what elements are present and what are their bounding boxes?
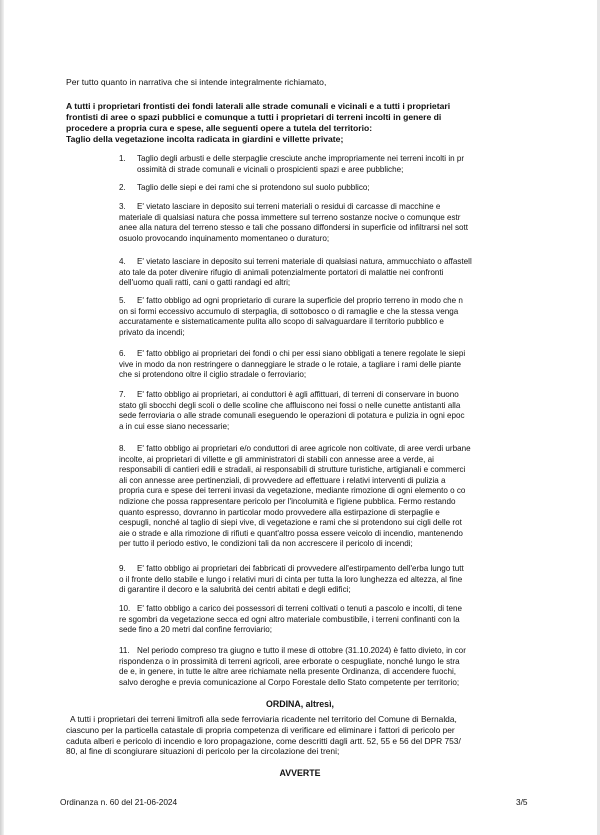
item-line: re sgombri da vegetazione secca ed ogni altro materiale combustibile, i terreni confinanti con la [119,614,460,624]
item-line: salvo deroghe e previa comunicazione al Corpo Forestale dello Stato competente per territorio; [119,677,460,687]
item-line: materiale di qualsiasi natura che possa immettere sul terreno sostanze nocive o comunque estr [119,212,461,222]
item-number: 1. [119,154,126,163]
ordina-paragraph [66,714,542,757]
item-line: sede fino a 20 metri dal confine ferroviario; [119,625,272,635]
item-line: responsabili di cantieri edili e stradali, ai responsabili di strutture turistiche, artigianali e commerci [119,465,466,475]
list-item [119,257,531,289]
list-item [119,296,531,338]
ordina-line: A tutti i proprietari dei terreni limitrofi alla sede ferroviaria ricadente nel territorio del Comune di Bernalda, [70,714,457,724]
item-line: Nel periodo compreso tra giugno e tutto il mese di ottobre (31.10.2024) è fatto divieto, in cor [137,646,466,655]
item-line: ndizione che possa rappresentare pericolo per l'incolumità e l'igiene pubblica. Fermo restando [119,496,456,506]
item-line: a in cui esse siano necessarie; [119,421,230,431]
footer-ordinance-ref: Ordinanza n. 60 del 21-06-2024 [60,797,178,807]
item-line: E' vietato lasciare in deposito sui terreni materiali o residui di carcasse di macchine e [137,202,441,211]
item-line: accuratamente e sistematicamente pulita allo scopo di salvaguardare il territorio pubblico e [119,317,444,327]
item-line: E' fatto obbligo ad ogni proprietario di curare la superficie del proprio terreno in modo che n [137,296,463,305]
item-line: ali con annesse aree pertinenziali, di provvedere ad effettuare i relativi interventi di pulizia a [119,475,446,485]
item-line: anee alla natura del terreno stesso e tali che possano diffondersi in superficie od infiltrarsi nel sott [119,223,468,233]
item-line: stato gli sbocchi degli scoli o delle scoline che affluiscono nei fossi o nelle cunette antistanti alla [119,400,461,410]
item-line: vive in modo da non restringere o danneggiare le strade o le rotaie, a tagliare i rami delle piante [119,359,461,369]
item-number: 11. [119,646,130,655]
item-line: quanto espresso, dovranno in particolar modo provvedere alla estirpazione di sterpaglie e [119,507,440,517]
item-line: propria cura e spese dei terreni invasi da vegetazione, mediante rimozione di ogni elemento o co [119,486,466,496]
item-line: incolte, ai proprietari di villette e gli amministratori di stabili con annesse aree a verde, ai [119,454,434,464]
list-item [119,183,531,194]
item-line: di garantire il decoro e la salubrità dei centri abitati e degli edifici; [119,585,351,595]
ordina-line: caduta alberi e pericolo di incendio e loro propagazione, come descritti dagli artt. 52, 55 e 56 del DPR 753/ [66,735,461,746]
item-line: cespugli, nonché al taglio di siepi vive, di vegetazione e rami che si protendono sui cigli delle rot [119,518,462,528]
list-item [119,349,531,381]
item-line: aie o strade e alla rimozione di rifiuti e quant'altro possa essere veicolo di incendio, mantenendo [119,528,463,538]
addressees-line: frontisti di aree o spazi pubblici e comunque a tutti i proprietari di terreni incolti in genere di [66,112,442,122]
item-line: E' fatto obbligo ai proprietari e/o conduttori di aree agricole non coltivate, di aree verdi urbane [137,444,471,453]
addressees-block [66,101,542,145]
ordina-heading: ORDINA, altresì, [266,699,334,709]
item-line: ato tale da poter divenire rifugio di animali potenzialmente portatori di malattie nei confronti [119,267,444,277]
item-line: osuolo provocando inquinamento momentaneo o duraturo; [119,233,330,243]
item-number: 8. [119,444,126,453]
item-line: E' fatto obbligo a carico dei possessori di terreni coltivati o tenuti a pascolo e incolti, di tene [137,604,463,613]
addressees-line: procedere a propria cura e spese, alle seguenti opere a tutela del territorio: [66,123,373,133]
item-line: o il fronte dello stabile e lungo i relativi muri di cinta per tutta la loro lunghezza ed altezza, al fine [119,574,463,584]
addressees-line: Taglio della vegetazione incolta radicata in giardini e villette private; [66,134,344,144]
item-line: rispondenza o in prossimità di terreni agricoli, aree erborate o cespugliate, nonché lungo le stra [119,656,460,666]
list-item [119,154,531,175]
item-number: 6. [119,349,126,358]
list-item [119,564,531,596]
page-number: 3/5 [516,797,528,807]
item-number: 2. [119,183,126,192]
ordina-line: 80, al fine di scongiurare situazioni di pericolo per la circolazione dei treni; [66,746,340,757]
item-number: 5. [119,296,126,305]
item-line: on si formi eccessivo accumulo di sterpaglia, di sottobosco o di ramaglie e che la stessa venga [119,306,459,316]
item-line: Taglio delle siepi e dei rami che si protendono sul suolo pubblico; [137,183,370,192]
item-line: E' fatto obbligo ai proprietari dei fondi o chi per essi siano obbligati a tenere regolate le siepi [137,349,466,358]
item-line: che si protendono oltre il ciglio stradale o ferroviario; [119,370,307,380]
item-line: ossimità di strade comunali e vicinali o prospicienti spazi e aree pubbliche; [137,164,404,174]
item-line: E' fatto obbligo ai proprietari, ai conduttori è agli affittuari, di terreni di conservare in buono [137,390,459,399]
intro-text: Per tutto quanto in narrativa che si intende integralmente richiamato, [66,77,327,87]
item-line: dell'uomo quali ratti, cani o gatti randagi ed altri; [119,278,291,288]
item-line: per tutto il periodo estivo, le condizioni tali da non accrescere il pericolo di incendi; [119,539,413,549]
item-line: sede ferroviaria o alle strade comunali eseguendo le operazioni di potatura e pulizia in ogni epoc [119,411,465,421]
list-item [119,604,531,636]
item-line: Taglio degli arbusti e delle sterpaglie cresciute anche impropriamente nei terreni incolti in pr [137,154,465,163]
list-item [119,646,531,688]
item-number: 7. [119,390,126,399]
ordina-line: ciascuno per la particella catastale di propria competenza di verificare ed eliminare i fattori di pericolo per [66,724,455,735]
item-line: E' fatto obbligo ai proprietari dei fabbricati di provvedere all'estirpamento dell'erba lungo tutt [137,564,464,573]
list-item [119,444,531,550]
item-number: 3. [119,202,126,211]
list-item [119,390,531,432]
item-line: E' vietato lasciare in deposito sui terreni materiale di qualsiasi natura, ammucchiato o affastell [137,257,472,266]
item-line: privato da incendi; [119,327,185,337]
item-number: 4. [119,257,126,266]
list-item [119,202,531,244]
item-line: de e, in genere, in tutte le altre aree richiamate nella presente Ordinanza, di accendere fuochi, [119,667,456,677]
item-number: 10. [119,604,131,613]
avverte-heading: AVVERTE [279,768,321,778]
addressees-line: A tutti i proprietari frontisti dei fondi laterali alle strade comunali e vicinali e a tutti i proprietari [66,101,451,111]
item-number: 9. [119,564,126,573]
